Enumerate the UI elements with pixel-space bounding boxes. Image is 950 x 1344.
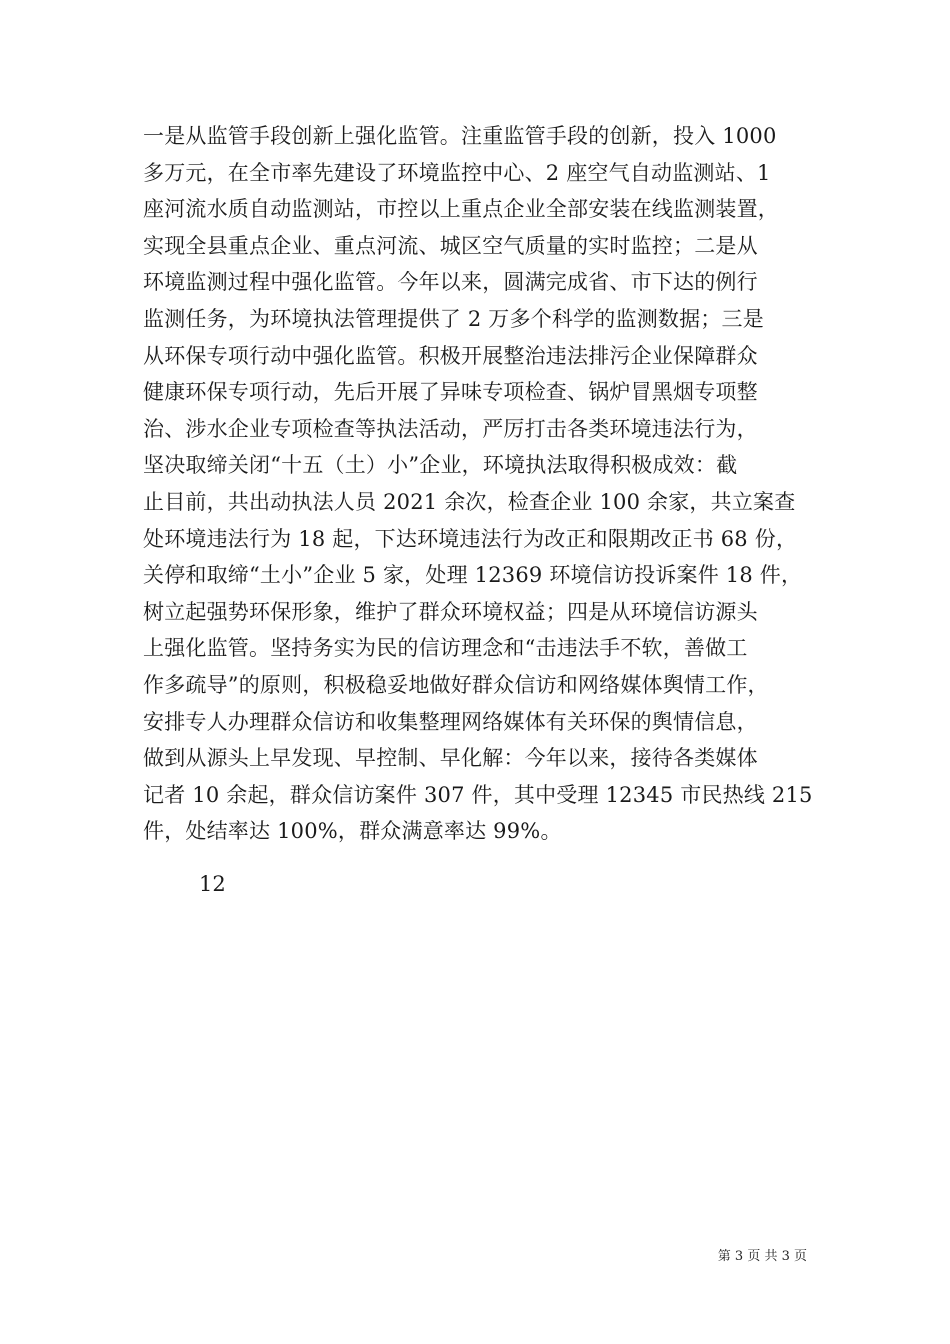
text-line: 处环境违法行为 18 起，下达环境违法行为改正和限期改正书 68 份， (143, 526, 798, 551)
text-line: 从环保专项行动中强化监管。积极开展整治违法排污企业保障群众 (143, 343, 758, 368)
text-line: 坚决取缔关闭“十五（土）小”企业，环境执法取得积极成效：截 (143, 453, 738, 478)
text-line: 健康环保专项行动，先后开展了异味专项检查、锅炉冒黑烟专项整 (143, 380, 758, 405)
text-line: 关停和取缔“土小”企业 5 家，处理 12369 环境信访投诉案件 18 件， (143, 563, 803, 588)
text-line: 作多疏导”的原则，积极稳妥地做好群众信访和网络媒体舆情工作， (143, 672, 769, 697)
text-line: 监测任务，为环境执法管理提供了 2 万多个科学的监测数据；三是 (143, 306, 764, 331)
text-line: 实现全县重点企业、重点河流、城区空气质量的实时监控；二是从 (143, 233, 758, 258)
text-line: 安排专人办理群众信访和收集整理网络媒体有关环保的舆情信息， (143, 709, 758, 734)
text-line: 一是从监管手段创新上强化监管。注重监管手段的创新，投入 1000 (143, 124, 777, 148)
trailing-number: 12 (199, 872, 226, 896)
text-line: 件，处结率达 100%，群众满意率达 99%。 (143, 819, 562, 844)
text-line: 治、涉水企业专项检查等执法活动，严厉打击各类环境违法行为， (143, 416, 758, 441)
text-line: 止目前，共出动执法人员 2021 余次，检查企业 100 余家，共立案查 (143, 489, 796, 514)
text-line: 做到从源头上早发现、早控制、早化解：今年以来，接待各类媒体 (143, 746, 758, 771)
text-line: 环境监测过程中强化监管。今年以来，圆满完成省、市下达的例行 (143, 270, 758, 295)
body-paragraph (143, 118, 813, 850)
text-line: 多万元，在全市率先建设了环境监控中心、2 座空气自动监测站、1 (143, 160, 771, 185)
page-footer: 第 3 页 共 3 页 (717, 1249, 807, 1264)
text-line: 上强化监管。坚持务实为民的信访理念和“击违法手不软，善做工 (143, 636, 748, 661)
text-line: 座河流水质自动监测站，市控以上重点企业全部安装在线监测装置， (143, 197, 779, 222)
text-line: 记者 10 余起，群众信访案件 307 件，其中受理 12345 市民热线 215 (143, 782, 813, 807)
text-line: 树立起强势环保形象，维护了群众环境权益；四是从环境信访源头 (143, 599, 758, 624)
